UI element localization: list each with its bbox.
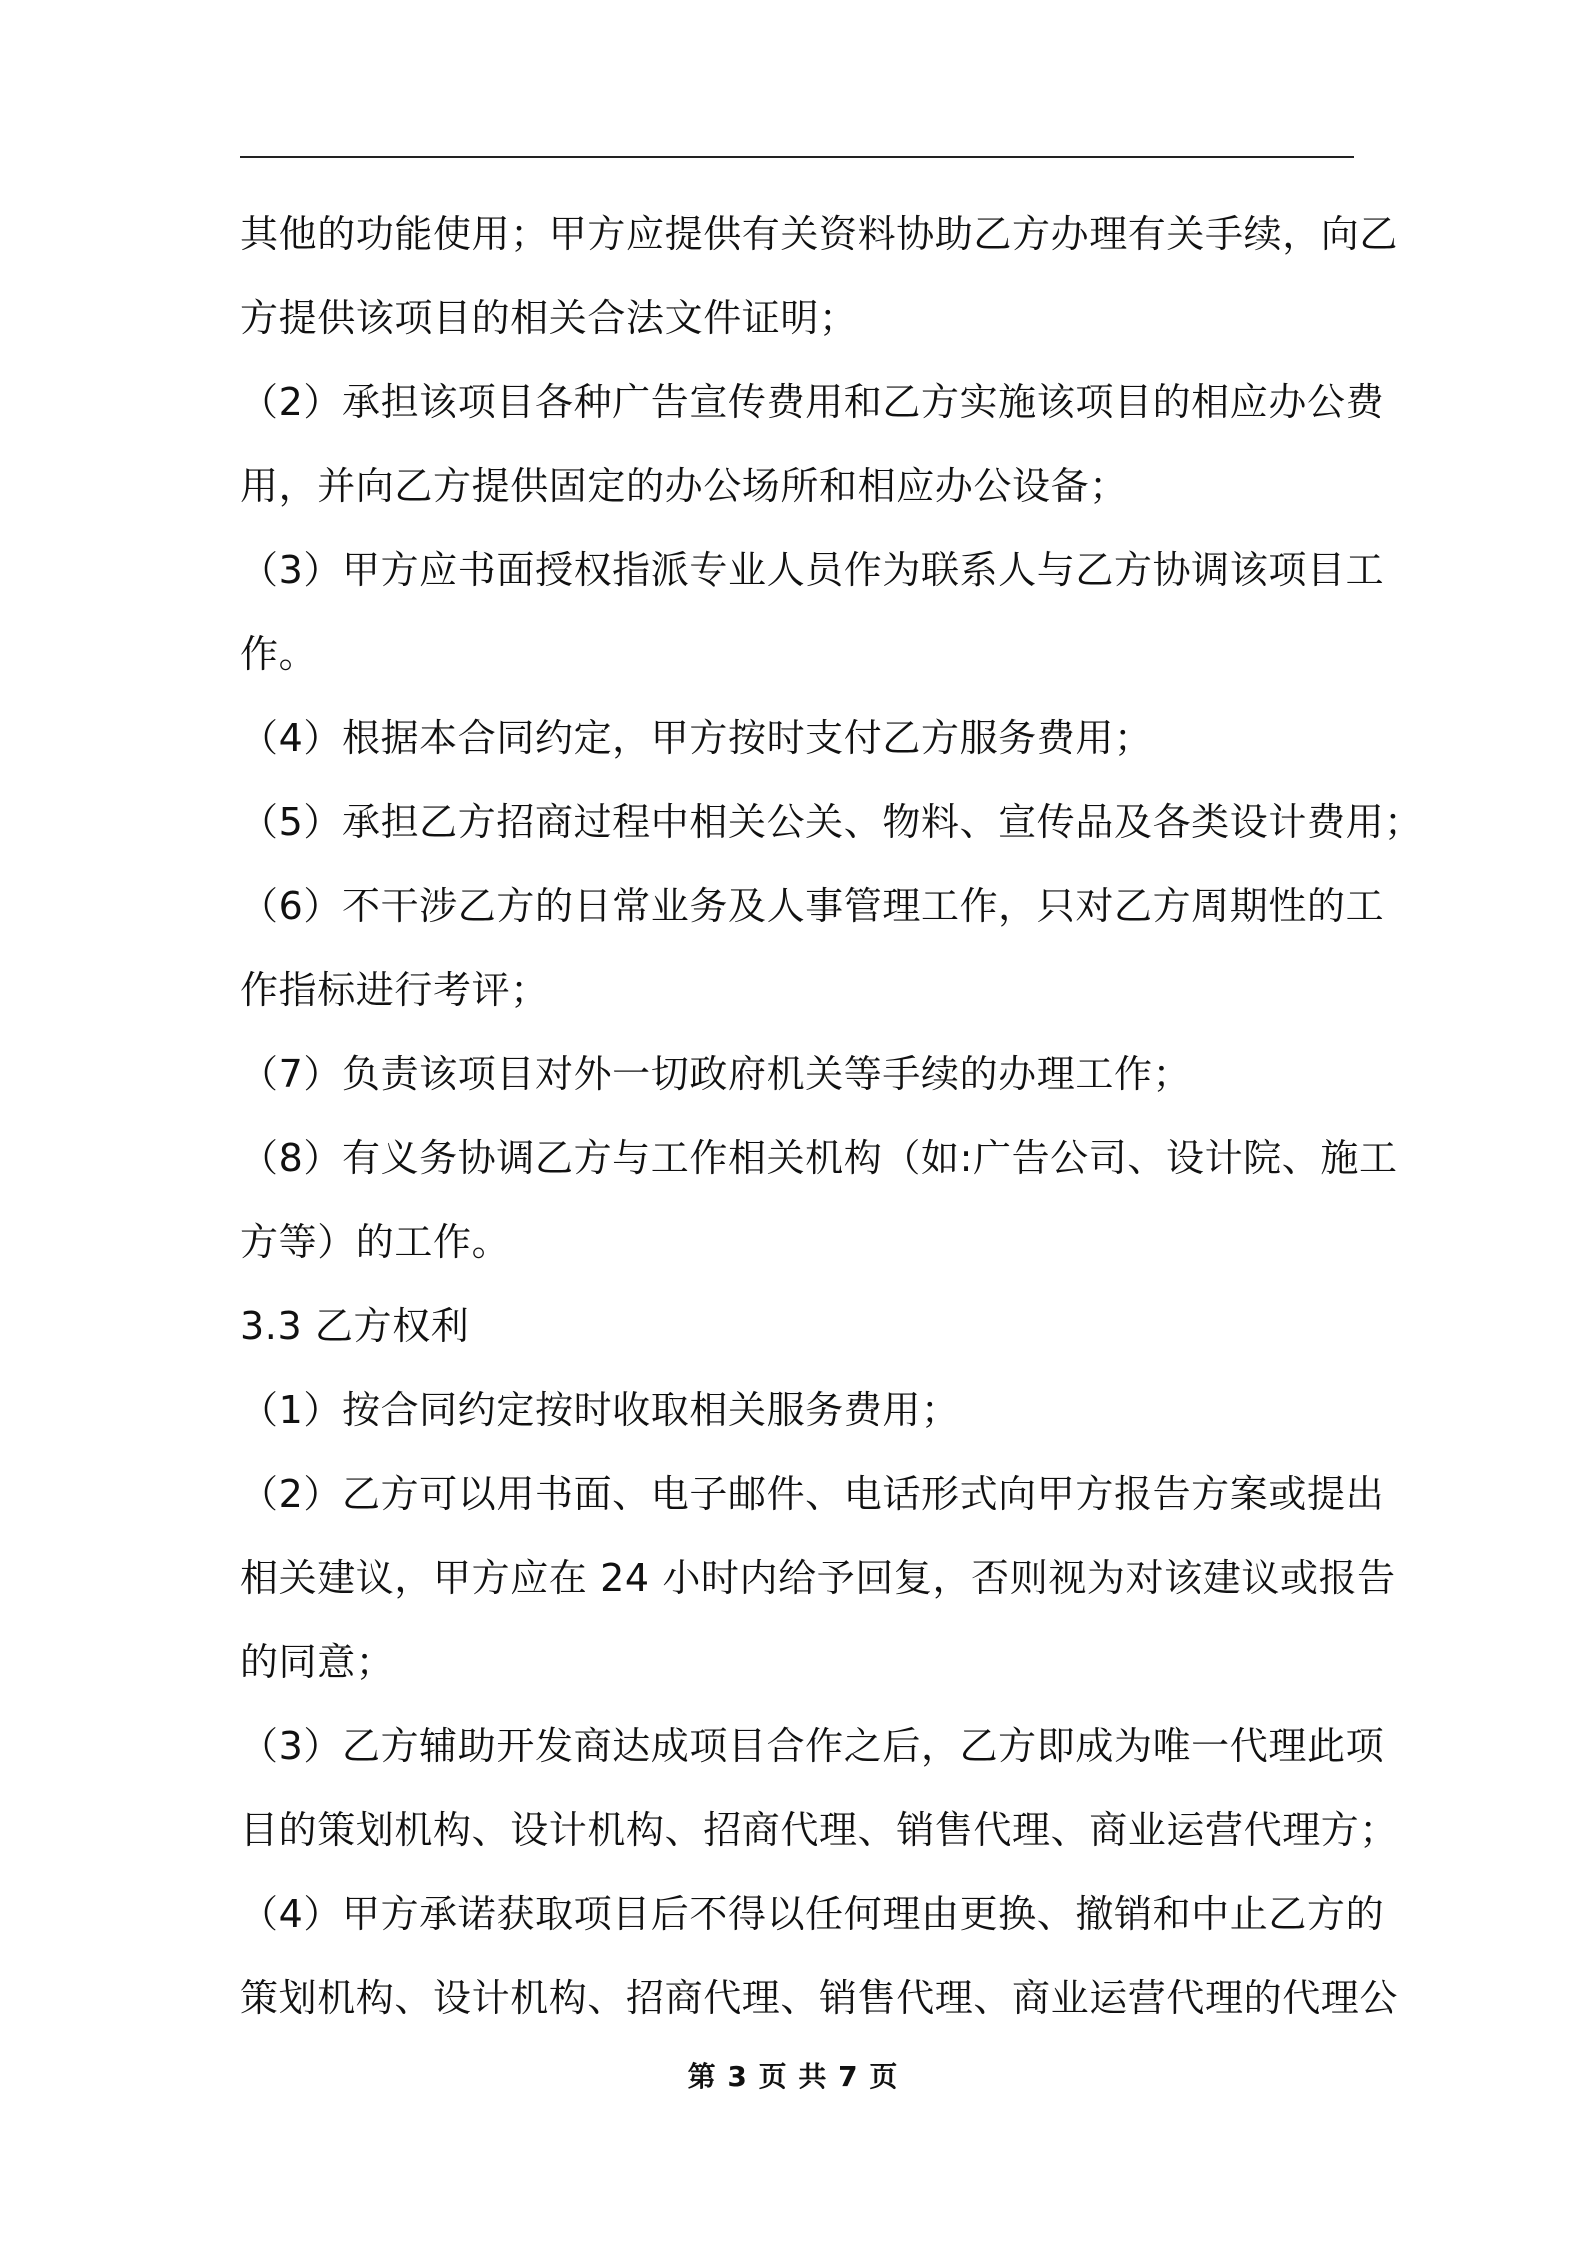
text-line: 目的策划机构、设计机构、招商代理、销售代理、商业运营代理方； [240,1808,1399,1852]
text-line: 用，并向乙方提供固定的办公场所和相应办公设备； [240,464,1128,508]
text-line: （8）有义务协调乙方与工作相关机构（如:广告公司、设计院、施工 [240,1136,1398,1180]
document-body [240,192,1423,2040]
page-number: 第 3 页 共 7 页 [687,2060,899,2093]
text-line: （4）甲方承诺获取项目后不得以任何理由更换、撤销和中止乙方的 [240,1892,1385,1936]
text-line: （4）根据本合同约定，甲方按时支付乙方服务费用； [240,716,1153,760]
text-line: 作指标进行考评； [240,968,549,1012]
text-line: （7）负责该项目对外一切政府机关等手续的办理工作； [240,1052,1192,1096]
text-line: 其他的功能使用；甲方应提供有关资料协助乙方办理有关手续，向乙 [240,212,1399,256]
text-line: 方等）的工作。 [240,1220,511,1264]
header-divider [240,156,1354,158]
text-line: （6）不干涉乙方的日常业务及人事管理工作，只对乙方周期性的工 [240,884,1385,928]
text-line: （3）乙方辅助开发商达成项目合作之后，乙方即成为唯一代理此项 [240,1724,1385,1768]
text-line: 相关建议，甲方应在 24 小时内给予回复，否则视为对该建议或报告 [240,1556,1396,1600]
text-line: （5）承担乙方招商过程中相关公关、物料、宣传品及各类设计费用； [240,800,1423,844]
section-heading: 3.3 乙方权利 [240,1304,470,1348]
text-line: （2）承担该项目各种广告宣传费用和乙方实施该项目的相应办公费 [240,380,1385,424]
text-line: （2）乙方可以用书面、电子邮件、电话形式向甲方报告方案或提出 [240,1472,1385,1516]
text-line: （3）甲方应书面授权指派专业人员作为联系人与乙方协调该项目工 [240,548,1385,592]
text-line: 作。 [240,632,318,676]
text-line: 策划机构、设计机构、招商代理、销售代理、商业运营代理的代理公 [240,1976,1399,2020]
text-line: 方提供该项目的相关合法文件证明； [240,296,858,340]
text-line: 的同意； [240,1640,395,1684]
text-line: （1）按合同约定按时收取相关服务费用； [240,1388,960,1432]
